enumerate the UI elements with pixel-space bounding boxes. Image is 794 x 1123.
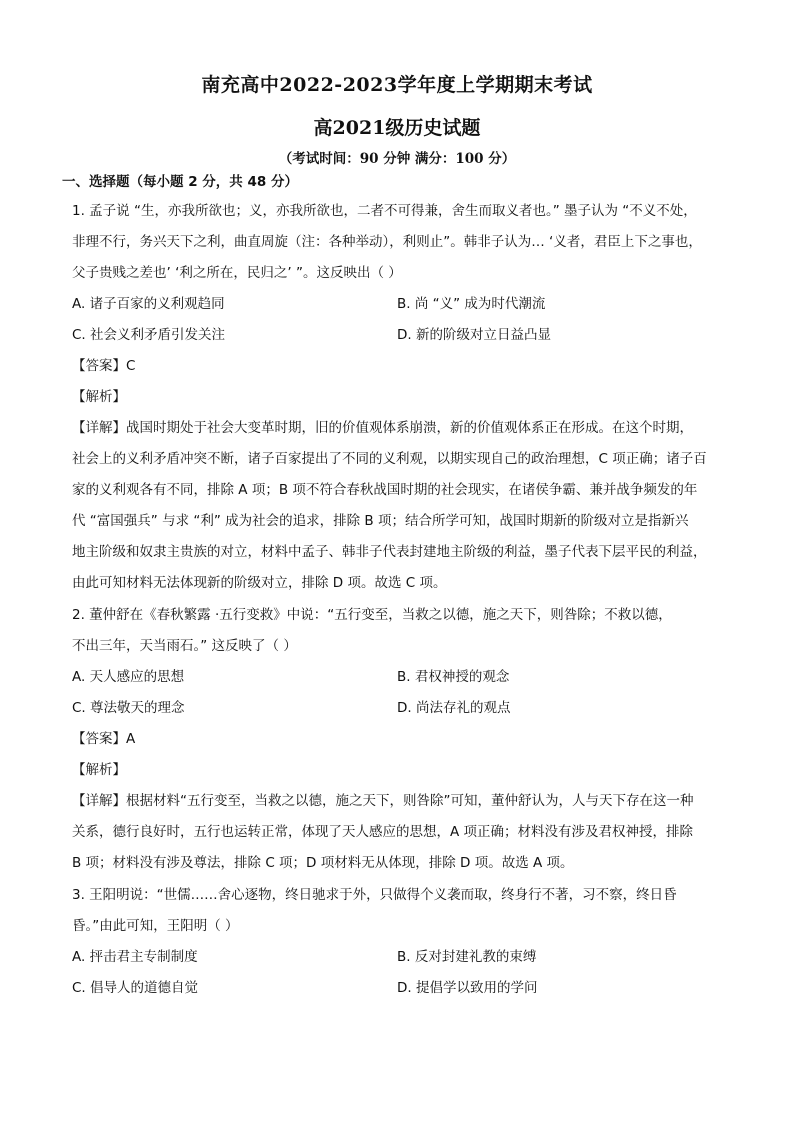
q1-detail-line: 【详解】战国时期处于社会大变革时期，旧的价值观体系崩溃，新的价值观体系正在形成。在这个时期，	[72, 420, 693, 436]
q1-answer: 【答案】C	[72, 358, 136, 374]
q3-option-d: D. 提倡学以致用的学问	[397, 980, 538, 996]
q2-stem-line: 2. 董仲舒在《春秋繁露 ·五行变救》中说：“五行变至，当救之以德，施之天下，则咎除；不救以德，	[72, 607, 672, 623]
q1-detail-line: 代 “富国强兵” 与求 “利” 成为社会的追求，排除 B 项；结合所学可知，战国时期新的阶级对立是指新兴	[72, 513, 689, 529]
q2-answer: 【答案】A	[72, 731, 136, 747]
q2-detail-line: 【详解】根据材料“五行变至，当救之以德，施之天下，则咎除”可知，董仲舒认为，人与天下存在这一种	[72, 793, 694, 809]
q2-option-b: B. 君权神授的观念	[397, 669, 510, 685]
q1-stem-line: 1. 孟子说 “生，亦我所欲也；义，亦我所欲也，二者不可得兼，舍生而取义者也。” 墨子认为 “不义不处，	[72, 203, 697, 219]
q1-detail-line: 家的义利观各有不同，排除 A 项；B 项不符合春秋战国时期的社会现实，在诸侯争霸、兼并战争频发的年	[72, 482, 698, 498]
q3-option-b: B. 反对封建礼教的束缚	[397, 949, 537, 965]
q3-option-c: C. 倡导人的道德自觉	[72, 980, 199, 996]
q2-option-d: D. 尚法存礼的观点	[397, 700, 511, 716]
q1-option-b: B. 尚 “义” 成为时代潮流	[397, 296, 546, 312]
exam-subtitle: 高2021级历史试题	[313, 117, 481, 139]
q3-option-a: A. 抨击君主专制制度	[72, 949, 198, 965]
q1-option-a: A. 诸子百家的义利观趋同	[72, 296, 225, 312]
q1-analysis-label: 【解析】	[72, 389, 126, 405]
q1-detail-line: 地主阶级和奴隶主贵族的对立，材料中孟子、韩非子代表封建地主阶级的利益，墨子代表下层平民的利益，	[72, 544, 707, 560]
q2-detail-line: 关系，德行良好时，五行也运转正常，体现了天人感应的思想，A 项正确；材料没有涉及君权神授，排除	[72, 824, 694, 840]
q1-stem-line: 父子贵贱之差也’ ‘利之所在，民归之’ ”。这反映出（ ）	[72, 265, 402, 281]
q1-option-c: C. 社会义利矛盾引发关注	[72, 327, 226, 343]
section-heading: 一、选择题（每小题 2 分，共 48 分）	[62, 174, 298, 190]
q2-stem-line: 不出三年，天当雨石。” 这反映了（ ）	[72, 638, 297, 654]
q2-detail-line: B 项；材料没有涉及尊法，排除 C 项；D 项材料无从体现，排除 D 项。故选 A 项。	[72, 855, 574, 871]
q2-option-a: A. 天人感应的思想	[72, 669, 185, 685]
q1-detail-line: 社会上的义利矛盾冲突不断，诸子百家提出了不同的义利观，以期实现自己的政治理想，C 项正确；诸子百	[72, 451, 707, 467]
q3-stem-line: 3. 王阳明说：“世儒……舍心逐物，终日驰求于外，只做得个义袭而取，终身行不著，习不察，终日昏	[72, 887, 677, 903]
q1-stem-line: 非理不行，务兴天下之利，曲直周旋（注：各种举动），利则止”。韩非子认为… ‘义者，君臣上下之事也，	[72, 234, 702, 250]
q2-option-c: C. 尊法敬天的理念	[72, 700, 185, 716]
q1-option-d: D. 新的阶级对立日益凸显	[397, 327, 551, 343]
q2-analysis-label: 【解析】	[72, 762, 126, 778]
exam-meta: （考试时间：90 分钟 满分：100 分）	[278, 151, 516, 167]
q3-stem-line: 昏。”由此可知，王阳明（ ）	[72, 918, 239, 934]
q1-detail-line: 由此可知材料无法体现新的阶级对立，排除 D 项。故选 C 项。	[72, 575, 447, 591]
exam-title: 南充高中2022-2023学年度上学期期末考试	[201, 74, 593, 96]
